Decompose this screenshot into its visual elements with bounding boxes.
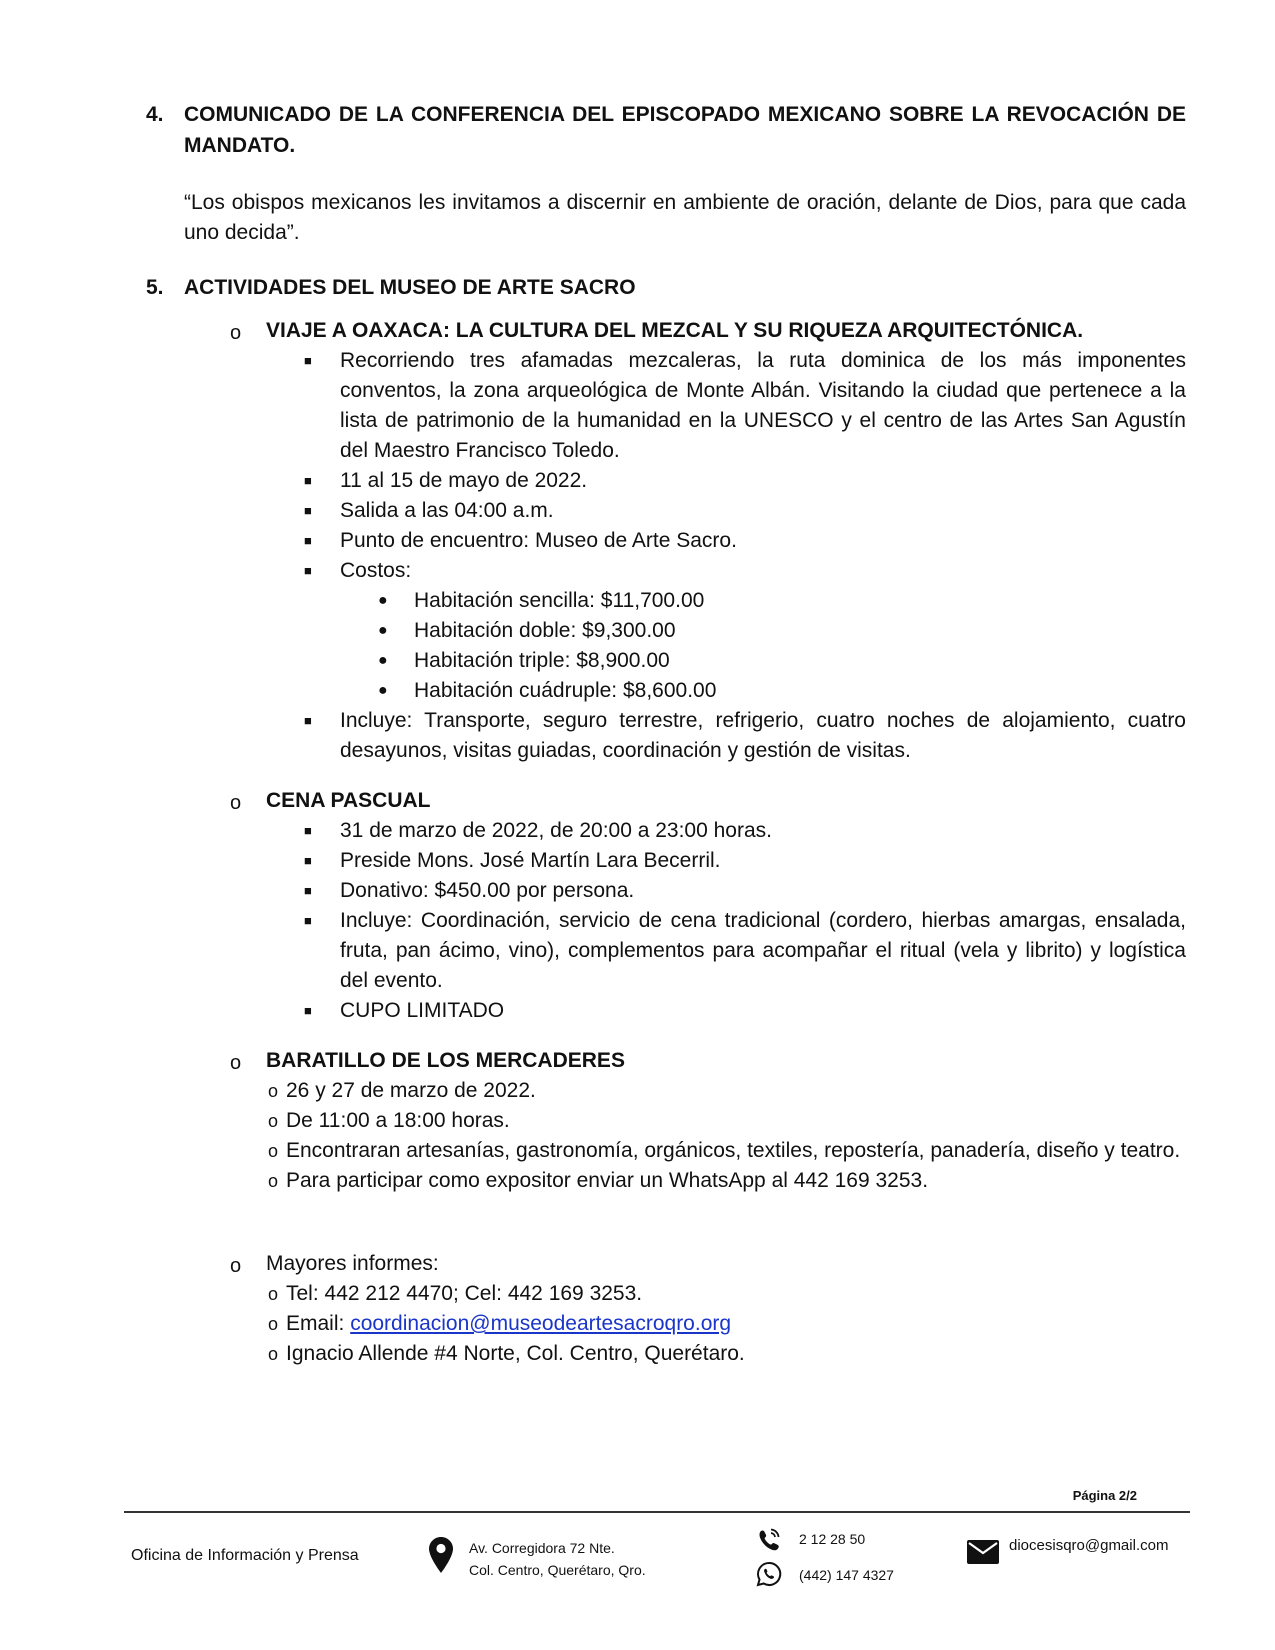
dot-bullet: ● [378,652,388,669]
footer-whatsapp: (442) 147 4327 [799,1567,894,1583]
activity-title: VIAJE A OAXACA: LA CULTURA DEL MEZCAL Y SU RIQUEZA ARQUITECTÓNICA. [266,319,1084,342]
list-item: ■ Preside Mons. José Martín Lara Becerril. [304,846,1186,876]
email-link[interactable]: coordinacion@museodeartesacroqro.org [350,1312,732,1335]
activity-baratillo [230,1046,1186,1196]
activity-cena-pascual [230,786,1186,1026]
list-item: ■ Incluye: Transporte, seguro terrestre, refrigerio, cuatro noches de alojamiento, cuatro desayunos, visitas guiadas, coordinación y gestión de visitas. [304,706,1186,766]
whatsapp-icon [756,1561,782,1587]
square-bullet: ■ [304,353,312,368]
section-5 [146,272,1186,303]
list-item: ■ Recorriendo tres afamadas mezcaleras, la ruta dominica de los más imponentes conventos, la zona arqueológica de Monte Albán. Visitando la ciudad que pertenece a la lista de patrimonio de la humanidad en la UNESCO y el centro de las Artes San Agustín del Maestro Francisco Toledo. [304,346,1186,466]
circle-bullet: o [268,1081,279,1101]
section-4 [146,99,1186,248]
footer-office: Oficina de Información y Prensa [131,1547,359,1564]
cost-item: ● Habitación triple: $8,900.00 [378,646,1186,676]
dot-bullet: ● [378,622,388,639]
circle-bullet: o [230,792,242,814]
circle-bullet: o [230,1052,242,1074]
circle-bullet: o [230,1255,242,1277]
section-4-title: COMUNICADO DE LA CONFERENCIA DEL EPISCOPADO MEXICANO SOBRE LA REVOCACIÓN DE MANDATO. [184,103,1186,157]
square-bullet: ■ [304,563,312,578]
square-bullet: ■ [304,883,312,898]
footer-email: diocesisqro@gmail.com [1009,1537,1169,1554]
section-5-number: 5. [146,276,164,299]
circle-bullet: o [268,1314,279,1334]
envelope-icon [967,1540,999,1564]
circle-bullet: o [268,1171,279,1191]
list-item: ■ 31 de marzo de 2022, de 20:00 a 23:00 horas. [304,816,1186,846]
square-bullet: ■ [304,853,312,868]
square-bullet: ■ [304,913,312,928]
list-item: ■ CUPO LIMITADO [304,996,1186,1026]
list-item: ■ Punto de encuentro: Museo de Arte Sacro. [304,526,1186,556]
list-item: ■ Salida a las 04:00 a.m. [304,496,1186,526]
list-item: ■ Incluye: Coordinación, servicio de cena tradicional (cordero, hierbas amargas, ensalada, fruta, pan ácimo, vino), complementos para acompañar el ritual (vela y librito) y logística del evento. [304,906,1186,996]
activity-viaje-oaxaca [230,316,1186,766]
dot-bullet: ● [378,592,388,609]
cost-item: ● Habitación sencilla: $11,700.00 [378,586,1186,616]
activity-title: BARATILLO DE LOS MERCADERES [266,1049,625,1072]
viaje-includes-list [230,706,1186,766]
circle-bullet: o [268,1344,279,1364]
footer-phone: 2 12 28 50 [799,1531,866,1547]
section-4-number: 4. [146,103,164,126]
more-info-title: Mayores informes: [266,1252,439,1275]
location-pin-icon [428,1536,454,1574]
list-item: ■ Costos: [304,556,1186,586]
list-item: o De 11:00 a 18:00 horas. [268,1106,1186,1136]
square-bullet: ■ [304,1003,312,1018]
phone-icon [756,1528,782,1552]
circle-bullet: o [268,1111,279,1131]
section-4-quote: “Los obispos mexicanos les invitamos a discernir en ambiente de oración, delante de Dios, para que cada uno decida”. [184,191,1186,244]
activity-title: CENA PASCUAL [266,789,431,812]
more-info [230,1249,1186,1369]
circle-bullet: o [268,1284,279,1304]
dot-bullet: ● [378,682,388,699]
square-bullet: ■ [304,473,312,488]
square-bullet: ■ [304,713,312,728]
cena-details-list [230,816,1186,1026]
list-item: o Encontraran artesanías, gastronomía, orgánicos, textiles, repostería, panadería, diseño y teatro. [268,1136,1186,1166]
circle-bullet: o [230,322,242,344]
list-item: ■ 11 al 15 de mayo de 2022. [304,466,1186,496]
contact-list [230,1279,1186,1369]
square-bullet: ■ [304,823,312,838]
contact-email: o Email: coordinacion@museodeartesacroqro.org [268,1309,1186,1339]
square-bullet: ■ [304,503,312,518]
page-number: Página 2/2 [1072,1488,1137,1503]
list-item: o 26 y 27 de marzo de 2022. [268,1076,1186,1106]
list-item: ■ Donativo: $450.00 por persona. [304,876,1186,906]
cost-item: ● Habitación cuádruple: $8,600.00 [378,676,1186,706]
contact-address: o Ignacio Allende #4 Norte, Col. Centro, Querétaro. [268,1339,1186,1369]
baratillo-details-list [230,1076,1186,1196]
section-5-title: ACTIVIDADES DEL MUSEO DE ARTE SACRO [184,276,636,299]
square-bullet: ■ [304,533,312,548]
contact-phone: o Tel: 442 212 4470; Cel: 442 169 3253. [268,1279,1186,1309]
circle-bullet: o [268,1141,279,1161]
costs-list [230,586,1186,706]
list-item: o Para participar como expositor enviar un WhatsApp al 442 169 3253. [268,1166,1186,1196]
footer-address: Av. Corregidora 72 Nte. Col. Centro, Querétaro, Qro. [469,1540,646,1578]
viaje-details-list [230,346,1186,586]
cost-item: ● Habitación doble: $9,300.00 [378,616,1186,646]
footer-divider [124,1511,1190,1513]
